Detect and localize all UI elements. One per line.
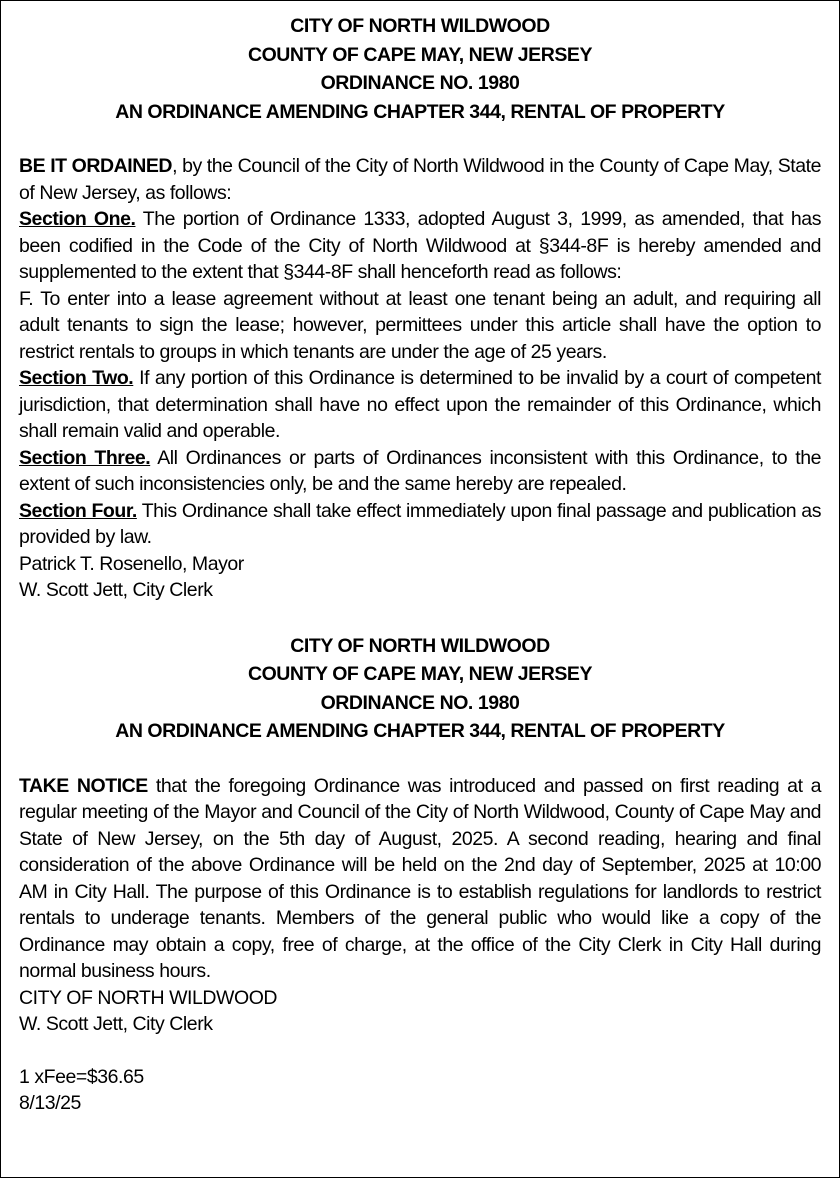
- heading-county: COUNTY OF CAPE MAY, NEW JERSEY: [247, 43, 593, 66]
- heading-city: CITY OF NORTH WILDWOOD: [290, 634, 550, 657]
- heading-ordinance-no: ORDINANCE NO. 1980: [320, 691, 520, 714]
- legal-notice: [19, 12, 821, 1117]
- take-notice-paragraph: [19, 773, 821, 985]
- notice2-heading: [19, 632, 821, 746]
- section-two-label: Section Two.: [19, 367, 134, 389]
- section-one-label: Section One.: [19, 208, 136, 230]
- section-three: [19, 445, 821, 498]
- heading-county: COUNTY OF CAPE MAY, NEW JERSEY: [247, 663, 593, 685]
- clerk-signature: W. Scott Jett, City Clerk: [19, 579, 213, 601]
- take-notice-lead: TAKE NOTICE: [19, 774, 148, 797]
- heading-title: AN ORDINANCE AMENDING CHAPTER 344, RENTAL OF PROPERTY: [115, 100, 725, 123]
- heading-city: CITY OF NORTH WILDWOOD: [290, 15, 550, 37]
- section-four-text: This Ordinance shall take effect immediately upon final passage and publication as provided by law.: [19, 499, 821, 548]
- section-four-label: Section Four.: [19, 499, 137, 522]
- city-signature: CITY OF NORTH WILDWOOD: [19, 986, 278, 1009]
- section-three-label: Section Three.: [19, 446, 151, 469]
- clerk-signature-2: W. Scott Jett, City Clerk: [19, 1013, 213, 1035]
- paragraph-f: F. To enter into a lease agreement without at least one tenant being an adult, and requiring all adult tenants to sign the lease; however, permittees under this article shall have the option to restrict rentals to groups in which tenants are under the age of 25 years.: [19, 287, 821, 363]
- intro-paragraph: [19, 153, 821, 206]
- section-two-text: If any portion of this Ordinance is determined to be invalid by a court of competent jurisdiction, that determination shall have no effect upon the remainder of this Ordinance, which shall remain valid and operable.: [19, 367, 821, 442]
- intro-text: , by the Council of the City of North Wildwood in the County of Cape May, State of New Jersey, as follows:: [19, 155, 821, 204]
- publication-date: 8/13/25: [19, 1092, 81, 1114]
- section-one: [19, 206, 821, 286]
- section-four: [19, 498, 821, 551]
- section-three-text: All Ordinances or parts of Ordinances inconsistent with this Ordinance, to the extent of such inconsistencies only, be and the same hereby are repealed.: [19, 446, 821, 495]
- heading-title: AN ORDINANCE AMENDING CHAPTER 344, RENTAL OF PROPERTY: [115, 720, 725, 742]
- intro-lead: BE IT ORDAINED: [19, 155, 173, 177]
- take-notice-text: that the foregoing Ordinance was introduced and passed on first reading at a regular meeting of the Mayor and Council of the City of North Wildwood, County of Cape May and State of New Jersey, on the 5th day of August, 2025. A second reading, hearing and final consideration of the above Ordinance will be held on the 2nd day of September, 2025 at 10:00 AM in City Hall. The purpose of this Ordinance is to establish regulations for landlords to restrict rentals to underage tenants. Members of the general public who would like a copy of the Ordinance may obtain a copy, free of charge, at the office of the City Clerk in City Hall during normal business hours.: [19, 774, 821, 982]
- notice1-heading: [19, 12, 821, 126]
- section-one-text: The portion of Ordinance 1333, adopted August 3, 1999, as amended, that has been codified in the Code of the City of North Wildwood at §344-8F is hereby amended and supplemented to the extent that §344-8F shall henceforth read as follows:: [19, 208, 821, 283]
- heading-ordinance-no: ORDINANCE NO. 1980: [320, 72, 520, 94]
- section-two: [19, 365, 821, 445]
- fee-line: 1 xFee=$36.65: [19, 1065, 144, 1088]
- mayor-signature: Patrick T. Rosenello, Mayor: [19, 552, 244, 575]
